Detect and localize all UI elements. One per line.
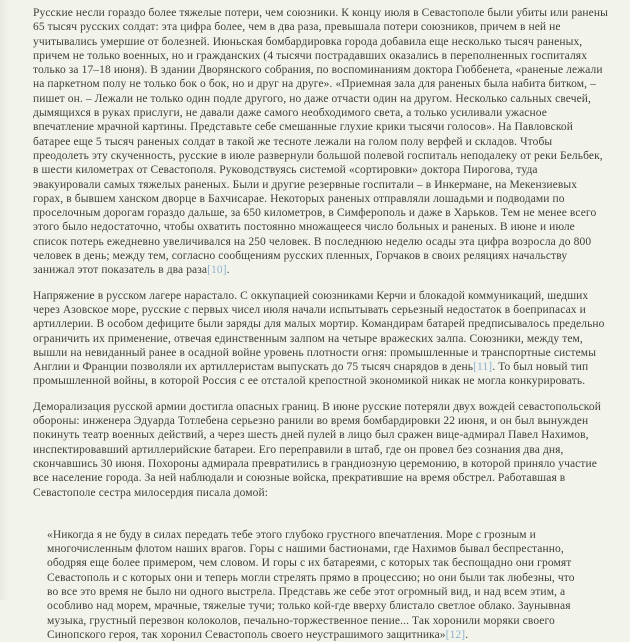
body-paragraph: [33, 6, 608, 278]
paragraph-text: Напряжение в русском лагере нарастало. С оккупацией союзниками Керчи и блокадой коммуникаций, шедших через Азовское море, русские с первых чисел июля начали испытывать серьезный недостаток в боеприпасах и артиллерии. В особом дефиците были заряды для малых мортир. Командирам батарей предписывалось предельно ограничить их применение, отвечая единственным залпом на четыре вражеских залпа. Союзники, между тем, вышли на невиданный ранее в осадной войне уровень плотности огня: промышленные и транспортные системы Англии и Франции позволяли их артиллеристам выпускать до 75 тысяч снарядов в день: [33, 289, 605, 374]
reference-link[interactable]: [11]: [473, 361, 493, 374]
body-paragraph: [33, 289, 608, 389]
article-content: [33, 6, 608, 642]
paragraph-text: «Никогда я не буду в силах передать тебе этого глубоко грустного впечатления. Море с грозным и многочисленным флотом наших врагов. Горы с нашими бастионами, где Нахимов бывал беспрестанно, ободряя еще более примером, чем словом. И горы с их батареями, с которых так беспощадно они громят Севастополь и с которых они и теперь могли стрелять прямо в процессию; но они были так любезны, что во все это время не было ни одного выстрела. Представь же себе этот огромный вид, и над всем этим, а особливо над морем, мрачные, тяжелые тучи; только кой-где вверху блистало светлое облако. Заунывная музыка, грустный перезвон колоколов, печально-торжественное пение... Так хоронили моряки своего Синопского героя, так хоронил Севастополь своего неустрашимого защитника»: [47, 528, 575, 641]
reference-link[interactable]: [10]: [207, 264, 227, 277]
paragraph-text: Деморализация русской армии достигла опасных границ. В июне русские потеряли двух вождей севастопольской обороны: инженера Эдуарда Тотлебена серьезно ранили во время бомбардировки 22 июня, и он был вынужден покинуть театр военных действий, а через шесть дней пулей в лицо был сражен вице-адмирал Павел Нахимов, инспектировавший артиллерийские батареи. Его переправили в штаб, где он провел без сознания два дня, скончавшись 30 июня. Похороны адмирала превратились в грандиозную церемонию, в которой приняло участие все население города. За ней наблюдали и союзные войска, прекратившие на время обстрел. Работавшая в Севастополе сестра милосердия писала домой:: [33, 400, 601, 499]
paragraph-text: Русские несли гораздо более тяжелые потери, чем союзники. К концу июля в Севастополе были убиты или ранены 65 тысяч русских солдат: эта цифра более, чем в два раза, превышала потери союзников, причем в ней не учитывались умершие от болезней. Июньская бомбардировка города добавила еще несколько тысяч раненых, причем не только военных, но и гражданских (4 тысячи пострадавших оказались в переполненных госпиталях только за 17–18 июня). В здании Дворянского собрания, по воспоминаниям доктора Гюббенета, «раненые лежали на паркетном полу не только бок о бок, но и друг на друге». «Приемная зала для раненых была набита битком, – пишет он. – Лежали не только один подле другого, но даже отчасти один на другом. Несколько сальных свечей, дымящихся в руках прислуги, не давали даже самого необходимого света, а только усиливали ужасное впечатление мрачной картины. Представьте себе смешанные глухие крики тысячи голосов». На Павловской батарее еще 5 тысяч раненых солдат в такой же тесноте лежали на голом полу верфей и складов. Чтобы преодолеть эту скученность, русские в июле развернули большой полевой госпиталь неподалеку от реки Бельбек, в шести километрах от Севастополя. Руководствуясь системой «сортировки» доктора Пирогова, туда эвакуировали самых тяжелых раненых. Были и другие резервные госпитали – в Инкермане, на Мекензиевых горах, в бывшем ханском дворце в Бахчисарае. Некоторых раненых отправляли лошадьми и подводами по проселочным дорогам гораздо дальше, за 650 километров, в Симферополь и даже в Харьков. Тем не менее всего этого было недостаточно, чтобы охватить постоянно множащееся число больных и раненых. В июне и июле список потерь ежедневно увеличивался на 250 человек. В последнюю неделю осады эта цифра возросла до 800 человек в день; между тем, согласно сообщениям русских пленных, Горчаков в своих реляциях начальству занижал этот показатель в два раза: [33, 7, 608, 277]
body-paragraph: [33, 400, 608, 500]
blockquote-paragraph: [47, 528, 578, 642]
paragraph-text: .: [465, 628, 469, 641]
paragraph-text: .: [226, 264, 230, 277]
paragraph-text: . То был новый тип промышленной войны, в которой Россия с ее отсталой крепостной экономикой никак не могла конкурировать.: [33, 361, 589, 388]
reference-link[interactable]: [12]: [445, 628, 466, 641]
